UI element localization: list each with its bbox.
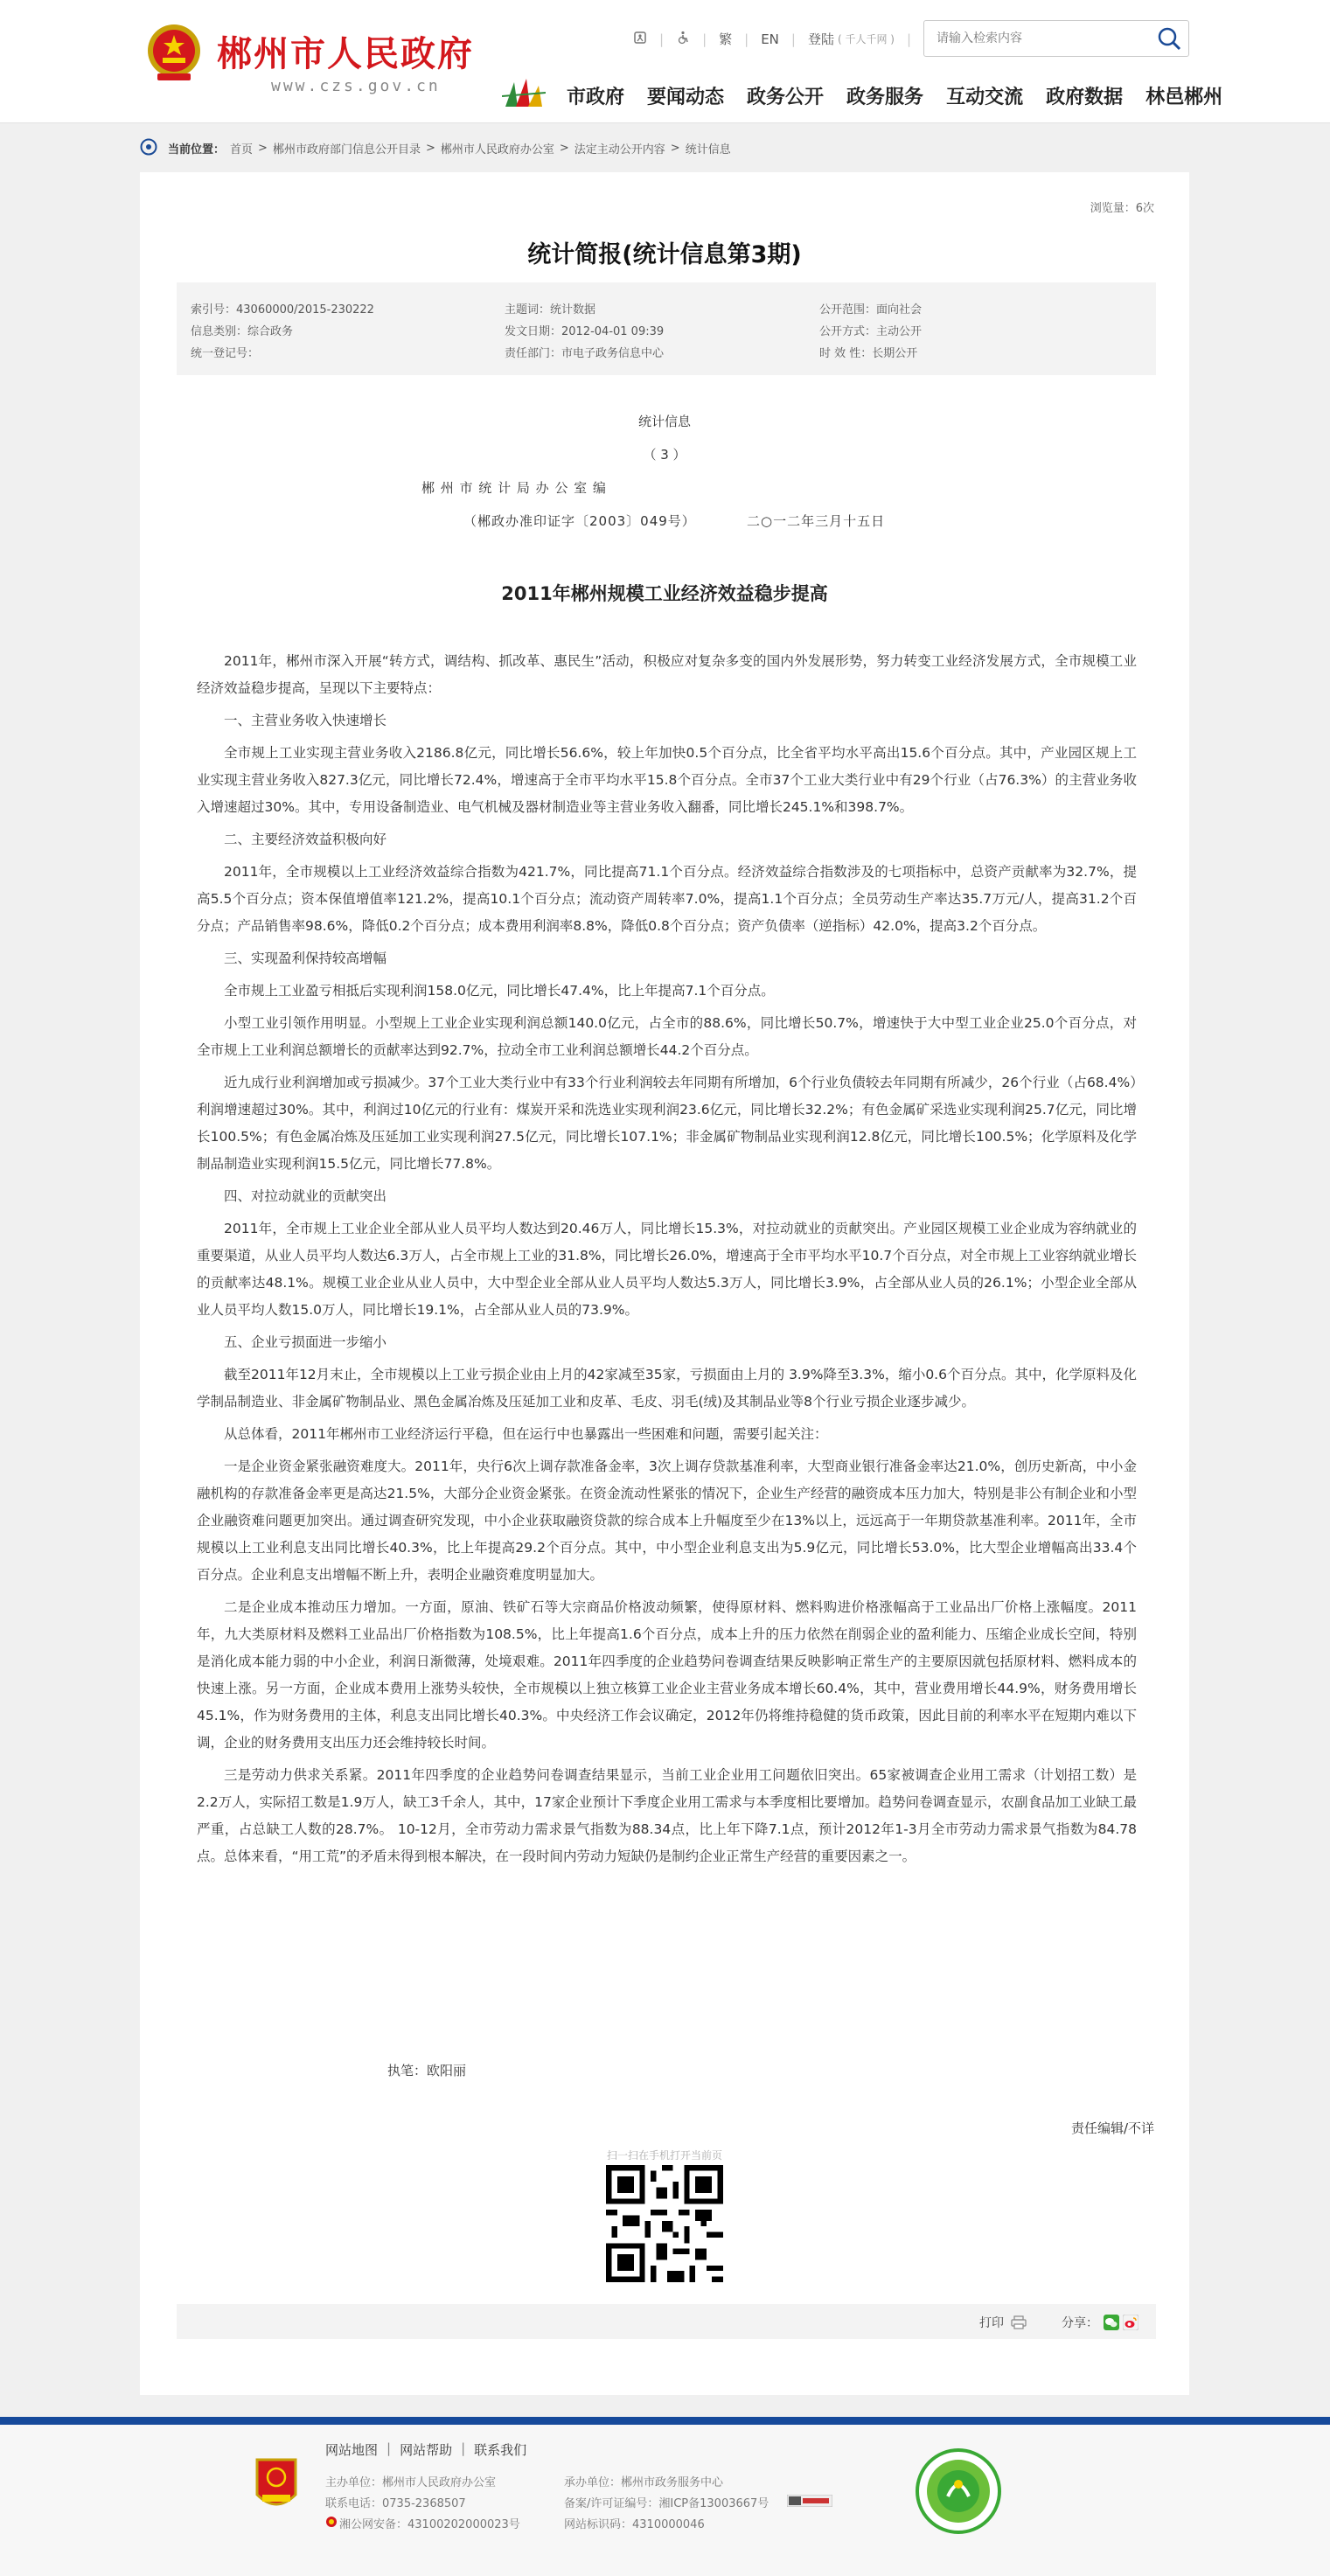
paragraph: 截至2011年12月末止，全市规模以上工业亏损企业由上月的42家减至35家，亏损面由上月的 3.9%降至3.3%，缩小0.6个百分点。其中，化学原料及化学制品制造业、非金属矿物制品业、黑色金属冶炼及压延加工业和皮革、毛皮、羽毛(绒)及其制品业等8个行业亏损企业逐步减少。	[197, 1367, 1137, 1410]
breadcrumb	[140, 135, 736, 161]
footer-phone: 联系电话：0735-2368507	[325, 2497, 466, 2510]
meta-category: 信息类别：综合政务	[191, 325, 294, 338]
nav-item-linyi-chenzhou[interactable]: 林邑郴州	[1145, 87, 1223, 108]
footer-divider	[0, 2417, 1330, 2425]
nav-item-services[interactable]: 政务服务	[846, 87, 924, 108]
breadcrumb-label: 当前位置：	[168, 143, 226, 157]
top-links-divider: |	[702, 31, 707, 47]
article-author: 执笔：欧阳丽	[387, 2063, 467, 2078]
breadcrumb-statutory[interactable]: 法定主动公开内容	[574, 143, 665, 157]
top-links-divider: |	[659, 31, 665, 47]
weibo-icon[interactable]	[1123, 2315, 1139, 2330]
party-government-badge-icon[interactable]	[252, 2456, 301, 2517]
article-heading: 2011年郴州规模工业经济效益稳步提高	[501, 583, 828, 604]
meta-reg-no: 统一登记号：	[191, 347, 260, 360]
footer-sponsor: 主办单位：郴州市人民政府办公室	[325, 2476, 497, 2489]
doc-permit: （郴政办准印证字〔2003〕049号）	[463, 513, 696, 529]
paragraph: 三是劳动力供求关系紧。2011年四季度的企业趋势问卷调查结果显示，当前工业企业用工问题依旧突出。65家被调查企业用工需求（计划招工数）是2.2万人，实际招工数是1.9万人，缺工3千余人，其中，17家企业预计下季度企业用工需求与本季度相比要增加。趋势问卷调查显示，农副食品加工业缺工最严重，占总缺工人数的28.7%。 10-12月，全市劳动力需求景气指数为88.34点，比上年下降7.1点，预计2012年1-3月全市劳动力需求景气指数为84.78点。总体来看，“用工荒”的矛盾未得到根本解决，在一段时间内劳动力短缺仍是制约企业正常生产经营的重要因素之一。	[197, 1767, 1137, 1864]
meta-method: 公开方式：主动公开	[819, 325, 923, 338]
paragraph: 一是企业资金紧张融资难度大。2011年，央行6次上调存款准备金率，3次上调存贷款基准利率，大型商业银行准备金率达21.0%，创历史新高，中小金融机构的存款准备金率更是高达21.5%，大部分企业资金紧张。在资金流动性紧张的情况下，企业生产经营的融资成本压力加大，特别是非公有制企业和小型企业融资难问题更加突出。通过调查研究发现，中小企业获取融资贷款的综合成本上升幅度至少在13%以上，远远高于一年期贷款基准利率。2011年，全市规模以上工业利息支出同比增长40.3%，比上年提高29.2个百分点。其中，中小型企业利息支出为5.9亿元，同比增长53.0%，比大型企业增幅高出33.4个百分点。企业利息支出增幅不断上升，表明企业融资难度明显加大。	[197, 1459, 1137, 1583]
login-note: ( 千人千网 )	[837, 33, 895, 45]
nav-item-public-affairs[interactable]: 政务公开	[747, 87, 825, 108]
wechat-icon[interactable]	[1104, 2315, 1119, 2330]
footer-link-help[interactable]: 网站帮助	[400, 2442, 453, 2458]
breadcrumb-home[interactable]: 首页	[230, 143, 254, 157]
meta-validity: 时 效 性：长期公开	[819, 347, 918, 360]
icp-badge-icon[interactable]	[787, 2495, 832, 2507]
section-heading-3: 三、实现盈利保持较高增幅	[224, 950, 387, 966]
breadcrumb-sep: >	[425, 141, 435, 155]
paragraph: 二是企业成本推动压力增加。一方面，原油、铁矿石等大宗商品价格波动频繁，使得原材料、燃料购进价格涨幅高于工业品出厂价格上涨幅度。2011年，九大类原材料及燃料工业品出厂价格指数为108.5%，比上年提高1.6个百分点，成本上升的压力依然在削弱企业的盈利能力、压缩企业成长空间，特别是消化成本能力弱的中小企业，利润日渐微薄，处境艰难。2011年四季度的企业趋势问卷调查结果反映影响正常生产的主要原因就包括原材料、燃料成本的快速上涨。另一方面，企业成本费用上涨势头较快，全市规模以上独立核算工业企业主营业务成本增长60.4%，其中，营业费用增长44.9%，财务费用增长45.1%，作为财务费用的主体，利息支出同比增长40.3%。中央经济工作会议确定，2012年仍将维持稳健的货币政策，因此目前的利率水平在短期内难以下调，企业的财务费用支出压力还会维持较长时间。	[197, 1599, 1137, 1751]
print-button[interactable]	[979, 2314, 1027, 2331]
site-title[interactable]: 郴州市人民政府	[217, 33, 474, 74]
search-icon[interactable]	[1157, 26, 1181, 51]
share-label: 分享：	[1062, 2316, 1098, 2330]
nav-decoration-icon	[502, 75, 546, 110]
site-header	[0, 0, 1330, 123]
breadcrumb-office[interactable]: 郴州市人民政府办公室	[440, 143, 554, 157]
share-group	[1062, 2314, 1139, 2331]
article-body	[197, 648, 1137, 1876]
meta-subject: 主题词：统计数据	[505, 303, 596, 317]
top-links-divider: |	[906, 31, 912, 47]
article-container	[140, 172, 1189, 2395]
paragraph: 小型工业引领作用明显。小型规上工业企业实现利润总额140.0亿元，占全市的88.6%，同比增长50.7%，增速快于大中型工业企业25.0个百分点，对全市规上工业利润总额增长的贡献率达到92.7%，拉动全市工业利润总额增长44.2个百分点。	[197, 1015, 1137, 1058]
doc-series-title: 统计信息	[637, 414, 691, 429]
meta-scope: 公开范围：面向社会	[819, 303, 923, 317]
wheelchair-icon[interactable]	[676, 31, 690, 48]
section-heading-1: 一、主营业务收入快速增长	[224, 713, 387, 728]
qr-caption: 扫一扫在手机打开当前页	[606, 2149, 722, 2162]
traditional-chinese-link[interactable]: 繁	[719, 31, 733, 47]
footer-link-divider: |	[386, 2440, 392, 2456]
footer-link-divider: |	[461, 2440, 466, 2456]
print-label: 打印	[979, 2316, 1004, 2330]
footer-icp[interactable]: 备案/许可证编号：湘ICP备13003667号	[564, 2497, 769, 2510]
footer-site-code: 网站标识码：4310000046	[564, 2518, 705, 2531]
english-link[interactable]: EN	[761, 31, 779, 47]
location-pin-icon	[140, 138, 157, 157]
footer-link-sitemap[interactable]: 网站地图	[325, 2442, 379, 2458]
civilized-website-badge-icon[interactable]	[915, 2447, 1002, 2535]
section-heading-2: 二、主要经济效益积极向好	[224, 832, 387, 847]
section-heading-4: 四、对拉动就业的贡献突出	[224, 1188, 387, 1204]
nav-item-data[interactable]: 政府数据	[1046, 87, 1124, 108]
doc-office: 郴 州 市 统 计 局 办 公 室 编	[421, 480, 607, 496]
nav-item-government[interactable]: 市政府	[567, 87, 625, 108]
meta-index-no: 索引号：43060000/2015-230222	[191, 303, 374, 317]
search-input[interactable]	[935, 28, 1148, 49]
paragraph: 2011年，全市规上工业企业全部从业人员平均人数达到20.46万人，同比增长15.3%，对拉动就业的贡献突出。产业园区规模工业企业成为容纳就业的重要渠道，从业人员平均人数达6.3万人，占全市规上工业的31.8%，同比增长26.0%，增速高于全市平均水平10.7个百分点，对全市规上工业容纳就业增长的贡献率达48.1%。规模工业企业从业人员中，大中型企业全部从业人员平均人数达5.3万人，同比增长3.9%，占全部从业人员的26.1%；小型企业全部从业人员平均人数15.0万人，同比增长19.1%，占全部从业人员的73.9%。	[197, 1221, 1137, 1318]
search-box	[923, 20, 1189, 57]
breadcrumb-statistics[interactable]: 统计信息	[685, 143, 731, 157]
footer-links	[325, 2440, 535, 2459]
footer-organizer: 承办单位：郴州市政务服务中心	[564, 2476, 724, 2489]
accessibility-icon[interactable]	[633, 31, 647, 48]
national-emblem-icon	[145, 23, 203, 84]
breadcrumb-sep: >	[559, 141, 569, 155]
footer-link-contact[interactable]: 联系我们	[474, 2442, 527, 2458]
section-heading-5: 五、企业亏损面进一步缩小	[224, 1334, 387, 1350]
paragraph: 从总体看，2011年郴州市工业经济运行平稳，但在运行中也暴露出一些困难和问题，需要引起关注：	[224, 1426, 828, 1442]
login-link[interactable]: 登陆	[807, 31, 834, 47]
view-count: 浏览量：6次	[1090, 202, 1154, 215]
article-meta-table	[177, 282, 1156, 375]
paragraph: 2011年，全市规模以上工业经济效益综合指数为421.7%，同比提高71.1个百分点。经济效益综合指数涉及的七项指标中，总资产贡献率为32.7%，提高5.5个百分点；资本保值增值率121.2%，提高10.1个百分点；流动资产周转率7.0%，提高1.1个百分点；全员劳动生产率达35.7万元/人，提高31.2个百分点；产品销售率98.6%，降低0.2个百分点；成本费用利润率8.8%，降低0.8个百分点；资产负债率（逆指标）42.0%，提高3.2个百分点。	[197, 864, 1137, 934]
breadcrumb-catalog[interactable]: 郴州市政府部门信息公开目录	[272, 143, 421, 157]
meta-date: 发文日期：2012-04-01 09:39	[505, 325, 665, 338]
site-footer	[0, 2425, 1330, 2576]
breadcrumb-sep: >	[258, 141, 268, 155]
paragraph: 全市规上工业盈亏相抵后实现利润158.0亿元，同比增长47.4%，比上年提高7.1个百分点。	[224, 983, 775, 999]
site-url: www.czs.gov.cn	[271, 77, 441, 95]
main-nav	[567, 82, 1245, 109]
police-badge-icon	[325, 2516, 338, 2528]
breadcrumb-sep: >	[670, 141, 680, 155]
top-links-divider: |	[744, 31, 749, 47]
paragraph: 近九成行业利润增加或亏损减少。37个工业大类行业中有33个行业利润较去年同期有所增加，6个行业负债较去年同期有所减少，26个行业（占68.4%）利润增速超过30%。其中，利润过10亿元的行业有：煤炭开采和洗选业实现利润23.6亿元，同比增长32.2%；有色金属矿采选业实现利润25.7亿元，同比增长100.5%；有色金属冶炼及压延加工业实现利润27.5亿元，同比增长107.1%；非金属矿物制品业实现利润12.8亿元，同比增长100.5%；化学原料及化学制品制造业实现利润15.5亿元，同比增长77.8%。	[197, 1075, 1137, 1172]
printer-icon	[1011, 2315, 1027, 2329]
footer-police-record[interactable]: 湘公网安备：43100202000023号	[339, 2518, 520, 2531]
nav-item-interaction[interactable]: 互动交流	[946, 87, 1024, 108]
doc-issue-number: （ 3 ）	[643, 447, 686, 463]
responsible-editor: 责任编辑/不详	[1070, 2120, 1154, 2136]
page-title: 统计简报(统计信息第3期)	[527, 241, 802, 268]
top-links	[633, 30, 962, 48]
paragraph: 全市规上工业实现主营业务收入2186.8亿元，同比增长56.6%，较上年加快0.5个百分点，比全省平均水平高出15.6个百分点。其中，产业园区规上工业实现主营业务收入827.3亿元，同比增长72.4%，增速高于全市平均水平15.8个百分点。全市37个工业大类行业中有29个行业（占76.3%）的主营业务收入增速超过30%。其中，专用设备制造业、电气机械及器材制造业等主营业务收入翻番，同比增长245.1%和398.7%。	[197, 745, 1137, 815]
paragraph-intro: 2011年，郴州市深入开展“转方式，调结构、抓改革、惠民生”活动，积极应对复杂多变的国内外发展形势，努力转变工业经济发展方式，全市规模工业经济效益稳步提高，呈现以下主要特点：	[197, 653, 1137, 696]
qr-code-icon	[606, 2165, 723, 2282]
share-bar	[177, 2304, 1156, 2339]
doc-date: 二○一二年三月十五日	[747, 513, 886, 529]
top-links-divider: |	[790, 31, 796, 47]
nav-item-news[interactable]: 要闻动态	[647, 87, 725, 108]
meta-dept: 责任部门：市电子政务信息中心	[505, 347, 665, 360]
